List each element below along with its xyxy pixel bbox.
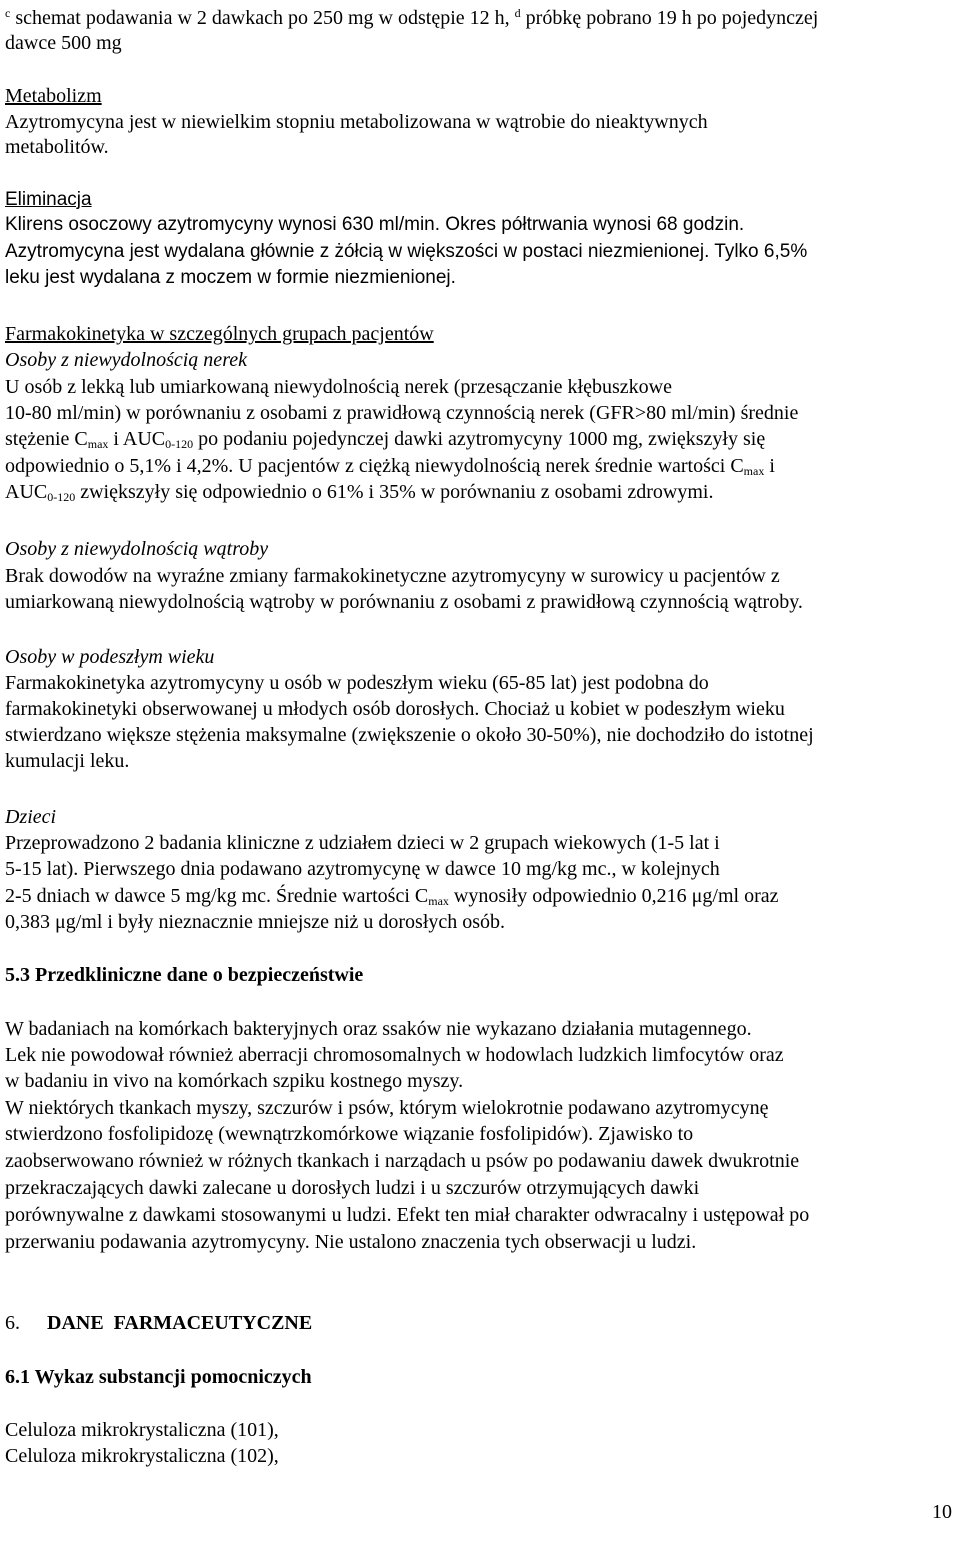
renal-text: stężenie C: [5, 428, 88, 450]
children-line: 0,383 μg/ml i były nieznacznie mniejsze niż u dorosłych osób.: [5, 911, 506, 933]
auc-subscript: 0-120: [165, 437, 194, 451]
elderly-line: Farmakokinetyka azytromycyny u osób w podeszłym wieku (65-85 lat) jest podobna do: [5, 672, 709, 694]
section-6-1-heading: 6.1 Wykaz substancji pomocniczych: [5, 1366, 312, 1388]
eliminacja-line: Azytromycyna jest wydalana głównie z żółcią w większości w postaci niezmienionej. Tylko 6,5%: [5, 241, 808, 262]
renal-line: 10-80 ml/min) w porównaniu z osobami z prawidłową czynnością nerek (GFR>80 ml/min) średnie: [5, 402, 799, 424]
section-6-number: 6.: [5, 1312, 20, 1334]
renal-line: [5, 427, 765, 451]
section-5-3-line: W badaniach na komórkach bakteryjnych oraz ssaków nie wykazano działania mutagennego.: [5, 1018, 752, 1040]
children-text: 2-5 dniach w dawce 5 mg/kg mc. Średnie wartości C: [5, 885, 429, 907]
section-6-title: DANE FARMACEUTYCZNE: [47, 1312, 313, 1334]
eliminacja-heading: Eliminacja: [5, 189, 92, 210]
cmax-subscript: max: [87, 437, 109, 451]
renal-text: AUC: [5, 481, 48, 503]
metabolizm-line: Azytromycyna jest w niewielkim stopniu metabolizowana w wątrobie do nieaktywnych: [5, 111, 708, 133]
footnote-text-2: próbkę pobrano 19 h po pojedynczej: [525, 7, 819, 29]
pk-special-heading: Farmakokinetyka w szczególnych grupach pacjentów: [5, 323, 434, 345]
metabolizm-heading: Metabolizm: [5, 85, 102, 107]
footnote-text-1: schemat podawania w 2 dawkach po 250 mg w odstępie 12 h,: [15, 7, 510, 29]
children-text: wynosiły odpowiednio 0,216 μg/ml oraz: [448, 885, 779, 907]
renal-text: po podaniu pojedynczej dawki azytromycyny 1000 mg, zwiększyły się: [193, 428, 766, 450]
metabolizm-line: metabolitów.: [5, 136, 109, 158]
renal-line: [5, 480, 713, 504]
renal-text: odpowiednio o 5,1% i 4,2%. U pacjentów z ciężką niewydolnością nerek średnie wartości C: [5, 455, 744, 477]
section-5-3-line: stwierdzono fosfolipidozę (wewnątrzkomórkowe wiązanie fosfolipidów). Zjawisko to: [5, 1123, 694, 1145]
page-number: 10: [932, 1501, 952, 1523]
excipient-item: Celuloza mikrokrystaliczna (102),: [5, 1445, 279, 1467]
renal-line: U osób z lekką lub umiarkowaną niewydolnością nerek (przesączanie kłębuszkowe: [5, 376, 672, 398]
hepatic-line: umiarkowaną niewydolnością wątroby w porównaniu z osobami z prawidłową czynnością wątroby.: [5, 591, 803, 613]
footnote-marker-c: c: [5, 6, 11, 20]
section-6-heading: [5, 1311, 312, 1335]
eliminacja-line: leku jest wydalana z moczem w formie niezmienionej.: [5, 267, 456, 288]
cmax-subscript: max: [428, 894, 449, 908]
children-line: Przeprowadzono 2 badania kliniczne z udziałem dzieci w 2 grupach wiekowych (1-5 lat i: [5, 832, 720, 854]
renal-text: i: [764, 455, 775, 477]
section-5-3-line: porównywalne z dawkami stosowanymi u ludzi. Efekt ten miał charakter odwracalny i ustępował po: [5, 1204, 810, 1226]
renal-text: i AUC: [108, 428, 166, 450]
section-5-3-line: przerwaniu podawania azytromycyny. Nie ustalono znaczenia tych obserwacji u ludzi.: [5, 1231, 697, 1253]
elderly-line: stwierdzano większe stężenia maksymalne (zwiększenie o około 30-50%), nie dochodziło do istotnej: [5, 724, 814, 746]
footnote-marker-d: d: [514, 6, 521, 20]
section-5-3-line: zaobserwowano również w różnych tkankach i narządach u psów po podawaniu dawek dwukrotnie: [5, 1150, 800, 1172]
hepatic-line: Brak dowodów na wyraźne zmiany farmakokinetyczne azytromycyny w surowicy u pacjentów z: [5, 565, 780, 587]
renal-text: zwiększyły się odpowiednio o 61% i 35% w porównaniu z osobami zdrowymi.: [75, 481, 714, 503]
renal-subheading: Osoby z niewydolnością nerek: [5, 349, 247, 371]
elderly-subheading: Osoby w podeszłym wieku: [5, 646, 215, 668]
children-line: 5-15 lat). Pierwszego dnia podawano azytromycynę w dawce 10 mg/kg mc., w kolejnych: [5, 858, 720, 880]
children-line: [5, 884, 779, 908]
elderly-line: farmakokinetyki obserwowanej u młodych osób dorosłych. Chociaż u kobiet w podeszłym wieku: [5, 698, 785, 720]
auc-subscript: 0-120: [47, 490, 76, 504]
section-5-3-heading: 5.3 Przedkliniczne dane o bezpieczeństwie: [5, 964, 364, 986]
section-5-3-line: W niektórych tkankach myszy, szczurów i psów, którym wielokrotnie podawano azytromycynę: [5, 1097, 769, 1119]
footnote-line-2: dawce 500 mg: [5, 32, 122, 54]
section-5-3-line: Lek nie powodował również aberracji chromosomalnych w hodowlach ludzkich limfocytów oraz: [5, 1044, 784, 1066]
section-5-3-line: w badaniu in vivo na komórkach szpiku kostnego myszy.: [5, 1070, 464, 1092]
excipient-item: Celuloza mikrokrystaliczna (101),: [5, 1419, 279, 1441]
renal-line: [5, 454, 775, 478]
elderly-line: kumulacji leku.: [5, 750, 130, 772]
eliminacja-line: Klirens osoczowy azytromycyny wynosi 630 ml/min. Okres półtrwania wynosi 68 godzin.: [5, 214, 745, 235]
cmax-subscript: max: [743, 464, 765, 478]
section-5-3-line: przekraczających dawki zalecane u dorosłych ludzi i u szczurów otrzymujących dawki: [5, 1177, 700, 1199]
children-subheading: Dzieci: [5, 806, 57, 828]
hepatic-subheading: Osoby z niewydolnością wątroby: [5, 538, 269, 560]
footnote-line-1: [5, 6, 818, 30]
